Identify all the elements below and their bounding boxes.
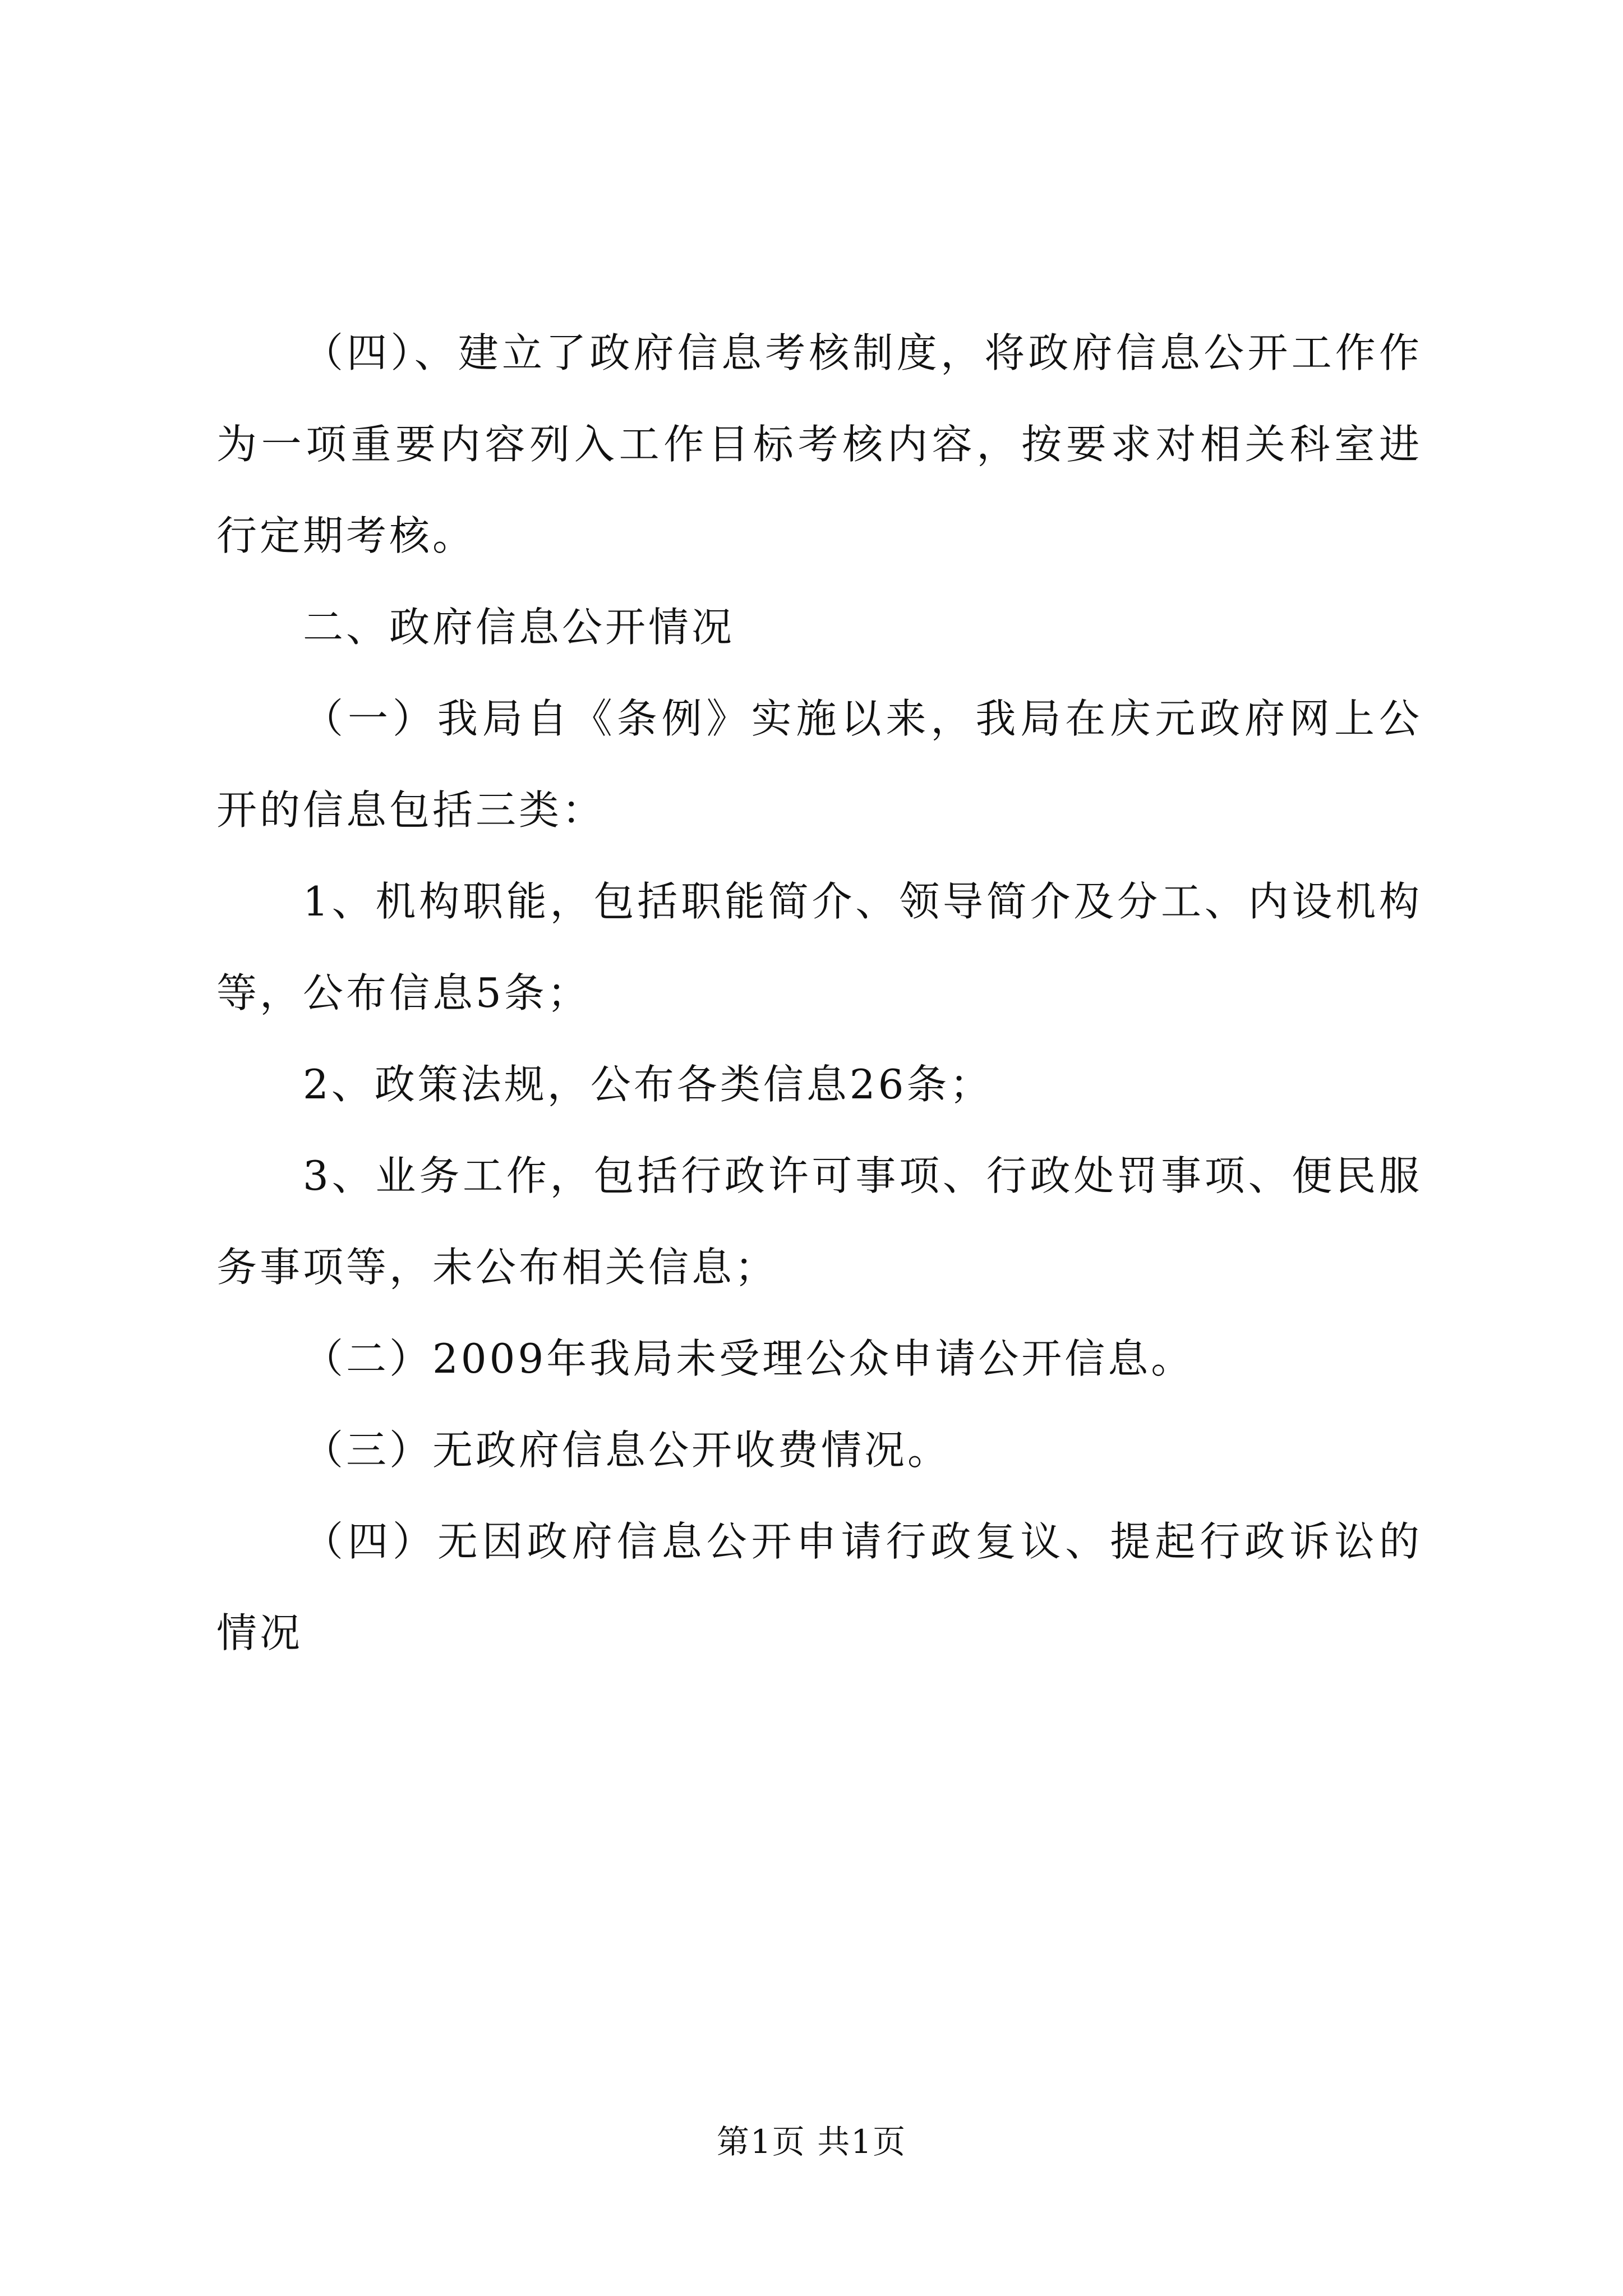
section-heading-disclosure-status: 二、政府信息公开情况 [303, 604, 735, 651]
list-item-institutional-functions: 1、机构职能，包括职能简介、领导简介及分工、内设机构等，公布信息5条； [216, 878, 1422, 1016]
paragraph-assessment-system: （四）、建立了政府信息考核制度，将政府信息公开工作作为一项重要内容列入工作目标考核内容，按要求对相关科室进行定期考核。 [216, 329, 1422, 559]
paragraph-public-applications: （二）2009年我局未受理公众申请公开信息。 [303, 1335, 1195, 1382]
page-footer: 第1页 共1页 [716, 2123, 907, 2161]
list-item-policies-regulations: 2、政策法规，公布各类信息26条； [303, 1061, 993, 1108]
paragraph-administrative-review: （四）无因政府信息公开申请行政复议、提起行政诉讼的情况 [216, 1518, 1422, 1657]
paragraph-fees: （三）无政府信息公开收费情况。 [303, 1427, 951, 1474]
paragraph-disclosed-info-categories: （一）我局自《条例》实施以来，我局在庆元政府网上公开的信息包括三类： [216, 695, 1422, 834]
list-item-business-work: 3、业务工作，包括行政许可事项、行政处罚事项、便民服务事项等，未公布相关信息； [216, 1152, 1422, 1291]
document-body [216, 307, 1422, 1679]
